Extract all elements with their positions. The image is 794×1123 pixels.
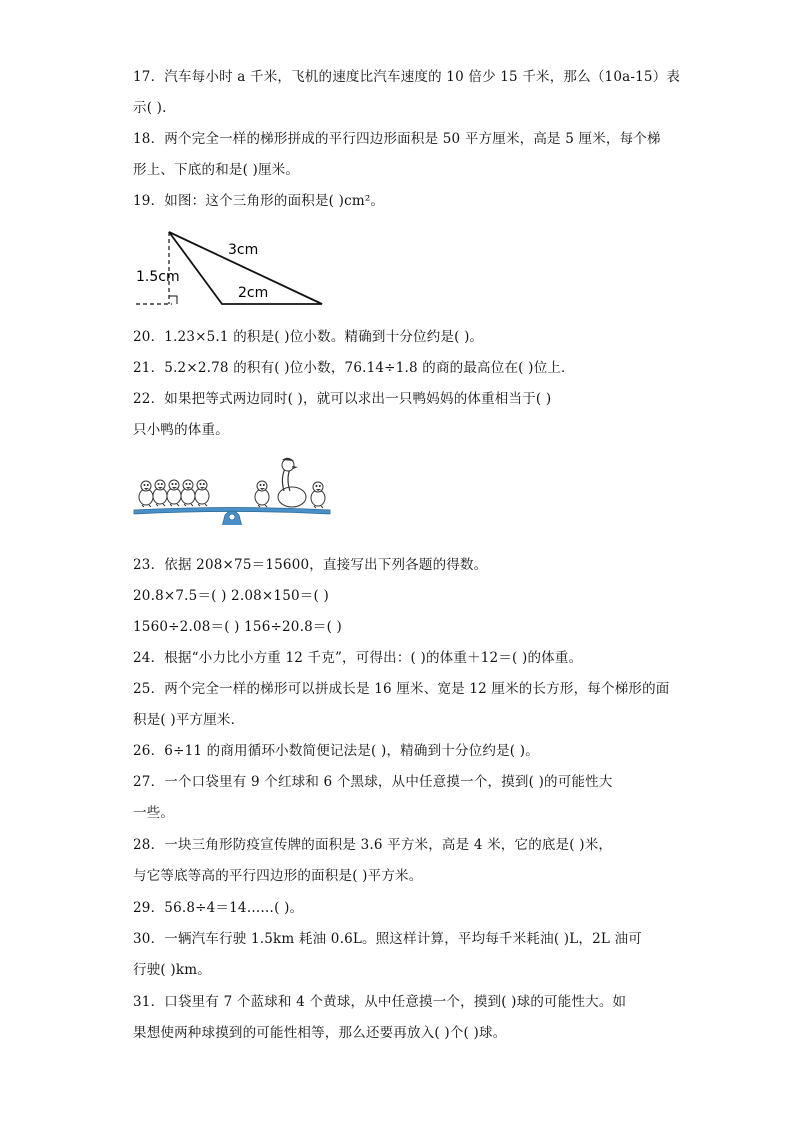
q23-line2: 20.8×7.5＝( ) 2.08×150＝( ) bbox=[133, 588, 329, 604]
q18-line1: 18．两个完全一样的梯形拼成的平行四边形面积是 50 平方厘米，高是 5 厘米，每个梯 bbox=[133, 131, 661, 147]
q17-line2: 示( ). bbox=[133, 100, 167, 116]
q24-line1: 24．根据“小力比小方重 12 千克”，可得出：( )的体重＋12＝( )的体重。 bbox=[133, 650, 583, 666]
q27-line1: 27．一个口袋里有 9 个红球和 6 个黑球，从中任意摸一个，摸到( )的可能性大 bbox=[133, 774, 613, 790]
label-slant: 3cm bbox=[228, 242, 259, 258]
q28-line1: 28．一块三角形防疫宣传牌的面积是 3.6 平方米，高是 4 米，它的底是( )米， bbox=[133, 837, 613, 853]
q25-line1: 25．两个完全一样的梯形可以拼成长是 16 厘米、宽是 12 厘米的长方形，每个梯形的面 bbox=[133, 681, 670, 697]
label-height: 1.5cm bbox=[136, 269, 180, 285]
right-angle-mark bbox=[169, 296, 177, 304]
q31-line1: 31．口袋里有 7 个蓝球和 4 个黄球，从中任意摸一个，摸到( )球的可能性大。如 bbox=[133, 994, 627, 1010]
q30-line2: 行驶( )km。 bbox=[133, 962, 211, 978]
duckling bbox=[195, 480, 209, 506]
q30-line1: 30．一辆汽车行驶 1.5km 耗油 0.6L。照这样计算，平均每千米耗油( )L，2L 油可 bbox=[133, 931, 642, 947]
triangle-figure bbox=[136, 222, 336, 314]
q27-line2: 一些。 bbox=[133, 805, 175, 821]
q22-line2: 只小鸭的体重。 bbox=[133, 422, 229, 438]
q25-line2: 积是( )平方厘米． bbox=[133, 712, 245, 728]
q17-line1: 17．汽车每小时 a 千米，飞机的速度比汽车速度的 10 倍少 15 千米，那么（10a-15）表 bbox=[133, 69, 681, 85]
duckling bbox=[255, 481, 269, 507]
q19-line1: 19．如图：这个三角形的面积是( )cm²。 bbox=[133, 193, 385, 209]
q23-line3: 1560÷2.08＝( ) 156÷20.8＝( ) bbox=[133, 619, 343, 635]
q20-line1: 20．1.23×5.1 的积是( )位小数。精确到十分位约是( )。 bbox=[133, 329, 484, 345]
seesaw-ducks-figure bbox=[132, 455, 332, 525]
q22-line1: 22．如果把等式两边同时( )，就可以求出一只鸭妈妈的体重相当于( ) bbox=[133, 391, 552, 407]
label-base: 2cm bbox=[238, 285, 269, 301]
duckling bbox=[139, 481, 153, 507]
q29-line1: 29．56.8÷4＝14……( )。 bbox=[133, 900, 304, 916]
q31-line2: 果想使两种球摸到的可能性相等，那么还要再放入( )个( )球。 bbox=[133, 1025, 507, 1041]
duckling bbox=[181, 480, 195, 506]
q26-line1: 26．6÷11 的商用循环小数简便记法是( )，精确到十分位约是( )。 bbox=[133, 743, 539, 759]
q21-line1: 21．5.2×2.78 的积有( )位小数，76.14÷1.8 的商的最高位在( )位上． bbox=[133, 360, 575, 376]
duckling bbox=[167, 480, 181, 506]
q23-line1: 23．依据 208×75＝15600，直接写出下列各题的得数。 bbox=[133, 557, 488, 573]
duckling bbox=[311, 482, 325, 508]
q18-line2: 形上、下底的和是( )厘米。 bbox=[133, 162, 300, 178]
fulcrum-pivot bbox=[229, 514, 235, 520]
mother-duck bbox=[278, 458, 306, 507]
duckling bbox=[153, 480, 167, 506]
q28-line2: 与它等底等高的平行四边形的面积是( )平方米。 bbox=[133, 868, 423, 884]
